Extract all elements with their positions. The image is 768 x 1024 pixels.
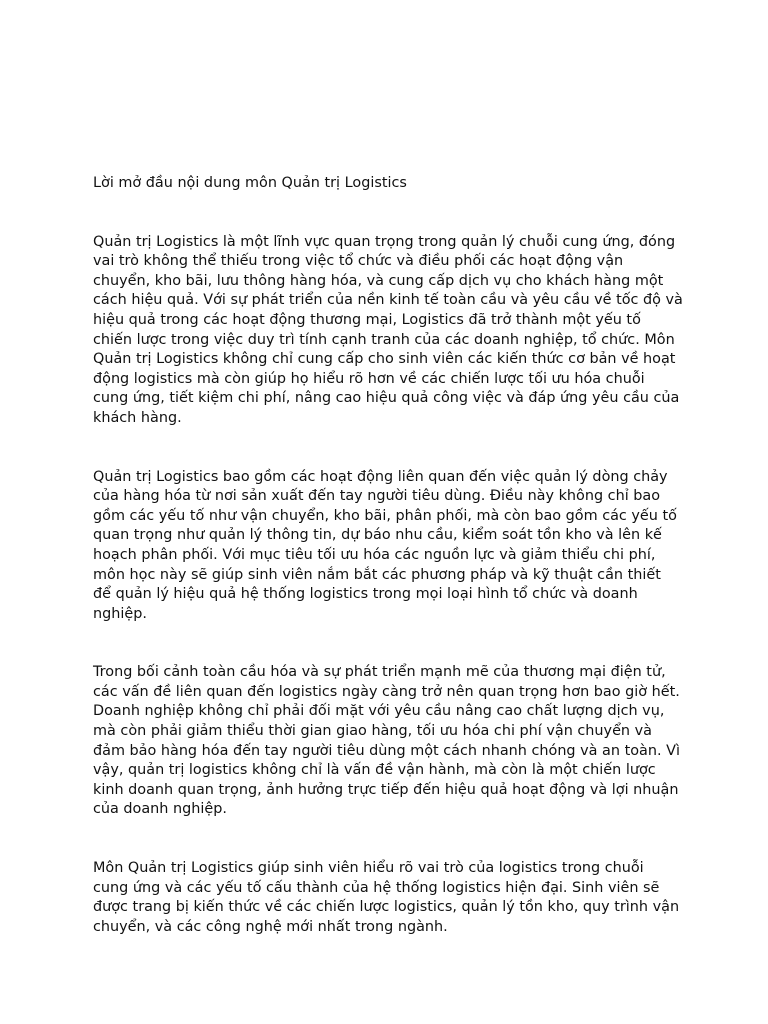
- document-body: [93, 174, 683, 976]
- paragraph-3: Trong bối cảnh toàn cầu hóa và sự phát triển mạnh mẽ của thương mại điện tử, các vấn đề liên quan đến logistics ngày càng trở nên quan trọng hơn bao giờ hết. Doanh nghiệp không chỉ phải đối mặt với yêu cầu nâng cao chất lượng dịch vụ, mà còn phải giảm thiểu thời gian giao hàng, tối ưu hóa chi phí vận chuyển và đảm bảo hàng hóa đến tay người tiêu dùng một cách nhanh chóng và an toàn. Vì vậy, quản trị logistics không chỉ là vấn đề vận hành, mà còn là một chiến lược kinh doanh quan trọng, ảnh hưởng trực tiếp đến hiệu quả hoạt động và lợi nhuận của doanh nghiệp.: [93, 664, 680, 818]
- paragraph-2: Quản trị Logistics bao gồm các hoạt động liên quan đến việc quản lý dòng chảy của hàng hóa từ nơi sản xuất đến tay người tiêu dùng. Điều này không chỉ bao gồm các yếu tố như vận chuyển, kho bãi, phân phối, mà còn bao gồm các yếu tố quan trọng như quản lý thông tin, dự báo nhu cầu, kiểm soát tồn kho và lên kế hoạch phân phối. Với mục tiêu tối ưu hóa các nguồn lực và giảm thiểu chi phí, môn học này sẽ giúp sinh viên nắm bắt các phương pháp và kỹ thuật cần thiết để quản lý hiệu quả hệ thống logistics trong mọi loại hình tổ chức và doanh nghiệp.: [93, 468, 677, 622]
- document-title: Lời mở đầu nội dung môn Quản trị Logistics: [93, 175, 407, 191]
- paragraph-4: Môn Quản trị Logistics giúp sinh viên hiểu rõ vai trò của logistics trong chuỗi cung ứng và các yếu tố cấu thành của hệ thống logistics hiện đại. Sinh viên sẽ được trang bị kiến thức về các chiến lược logistics, quản lý tồn kho, quy trình vận chuyển, và các công nghệ mới nhất trong ngành.: [93, 860, 680, 935]
- paragraph-1: Quản trị Logistics là một lĩnh vực quan trọng trong quản lý chuỗi cung ứng, đóng vai trò không thể thiếu trong việc tổ chức và điều phối các hoạt động vận chuyển, kho bãi, lưu thông hàng hóa, và cung cấp dịch vụ cho khách hàng một cách hiệu quả. Với sự phát triển của nền kinh tế toàn cầu và yêu cầu về tốc độ và hiệu quả trong các hoạt động thương mại, Logistics đã trở thành một yếu tố chiến lược trong việc duy trì tính cạnh tranh của các doanh nghiệp, tổ chức. Môn Quản trị Logistics không chỉ cung cấp cho sinh viên các kiến thức cơ bản về hoạt động logistics mà còn giúp họ hiểu rõ hơn về các chiến lược tối ưu hóa chuỗi cung ứng, tiết kiệm chi phí, nâng cao hiệu quả công việc và đáp ứng yêu cầu của khách hàng.: [93, 233, 683, 426]
